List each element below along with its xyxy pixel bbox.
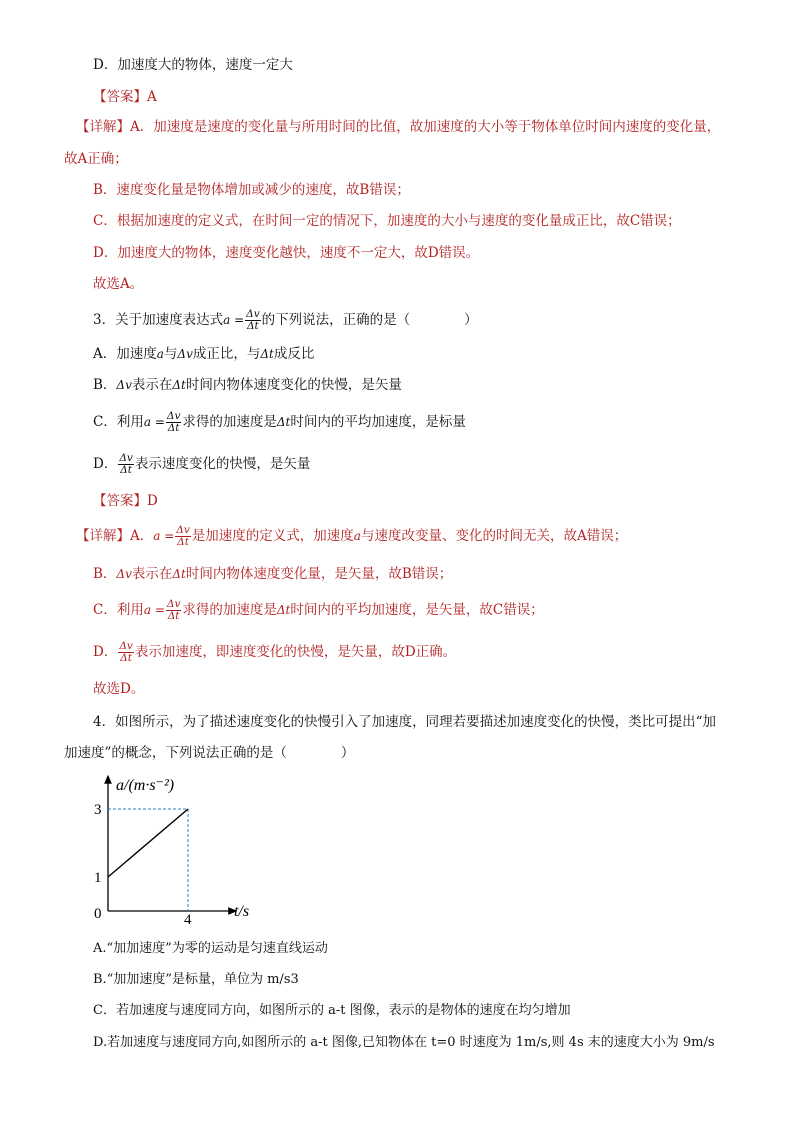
x-tick-label-4: 4 xyxy=(184,912,192,928)
acceleration-time-graph xyxy=(86,768,266,928)
sym-dv: Δv xyxy=(116,567,132,581)
frac-den: Δt xyxy=(167,422,180,434)
y-axis-label: a/(m·s⁻²) xyxy=(116,777,175,794)
q2-choose: 故选A。 xyxy=(93,276,144,292)
q4-stem-line2: 加速度”的概念，下列说法正确的是（ ） xyxy=(64,745,355,761)
sym-dt: Δt xyxy=(276,603,291,617)
sym-dt: Δt xyxy=(172,378,186,392)
q3-d-post: 表示速度变化的快慢，是矢量 xyxy=(134,456,311,472)
origin-label: 0 xyxy=(94,906,102,922)
series-line xyxy=(108,809,188,877)
dv-over-dt xyxy=(166,411,182,434)
frac-num: Δv xyxy=(119,452,133,464)
q3-c-post: 时间内的平均加速度，是标量 xyxy=(290,414,466,430)
sym-a: a xyxy=(353,529,361,543)
sym-dt: Δt xyxy=(276,415,291,429)
dv-over-dt xyxy=(166,599,182,622)
sym-dt: Δt xyxy=(260,347,274,361)
q3-d-pre: D． xyxy=(93,456,118,472)
frac-num: Δv xyxy=(176,524,190,536)
q3-a-pre: A．加速度 xyxy=(93,346,157,362)
q3-exp-d-post: 表示加速度，即速度变化的快慢，是矢量，故D正确。 xyxy=(134,644,457,660)
q3-exp-c-post: 时间内的平均加速度，是矢量，故C错误； xyxy=(290,602,544,618)
q3-a-mid2: 成正比，与 xyxy=(192,346,261,362)
q4-stem-line1: 4．如图所示，为了描述速度变化的快慢引入了加速度，同理若要描述加速度变化的快慢，类比可提出“加 xyxy=(93,714,716,730)
q3-stem-pre: 3．关于加速度表达式 xyxy=(93,312,224,328)
q3-option-c xyxy=(93,408,466,436)
q3-stem-post: 的下列说法，正确的是（ ） xyxy=(261,312,478,328)
q3-exp-d-pre: D． xyxy=(93,644,118,660)
q4-option-a: A.“加加速度”为零的运动是匀速直线运动 xyxy=(93,941,328,956)
q2-explain-a: 【详解】A．加速度是速度的变化量与所用时间的比值，故加速度的大小等于物体单位时间内速度的变化量， xyxy=(76,119,721,135)
sym-dt: Δt xyxy=(172,567,186,581)
frac-num: Δv xyxy=(166,410,181,422)
q3-explain-a xyxy=(76,522,627,550)
q2-explain-d: D．加速度大的物体，速度变化越快，速度不一定大，故D错误。 xyxy=(93,245,480,261)
q3-explain-d xyxy=(93,638,456,666)
frac-den: Δt xyxy=(177,536,189,548)
frac-den: Δt xyxy=(120,652,132,664)
q3-explain-c xyxy=(93,596,544,624)
frac-num: Δv xyxy=(246,308,260,320)
a-equals: a = xyxy=(153,529,175,543)
q3-a-mid: 与 xyxy=(163,346,178,362)
q3-choose: 故选D。 xyxy=(93,681,145,697)
dv-over-dt xyxy=(118,641,134,664)
q3-stem xyxy=(93,306,478,334)
q3-b-mid: 表示在 xyxy=(131,377,173,393)
x-axis-label: t/s xyxy=(234,903,250,920)
q3-exp-a-mid: 是加速度的定义式，加速度 xyxy=(191,528,354,544)
a-equals: a = xyxy=(223,313,245,327)
q3-explain-b xyxy=(93,565,452,583)
dv-over-dt xyxy=(118,453,134,476)
sym-dv: Δv xyxy=(177,347,193,361)
frac-num: Δv xyxy=(119,640,133,652)
q4-option-c: C．若加速度与速度同方向，如图所示的 a-t 图像，表示的是物体的速度在均匀增加 xyxy=(93,1003,571,1018)
q2-explain-a-cont: 故A正确； xyxy=(64,151,128,167)
a-equals: a = xyxy=(143,603,165,617)
q2-answer: 【答案】A xyxy=(93,89,157,105)
sym-dv: Δv xyxy=(116,378,132,392)
q3-b-pre: B． xyxy=(93,377,117,393)
q4-option-d: D.若加速度与速度同方向,如图所示的 a-t 图像,已知物体在 t=0 时速度为 1m/s,则 4s 末的速度大小为 9m/s xyxy=(93,1035,715,1050)
q3-c-pre: C．利用 xyxy=(93,414,144,430)
q3-option-b xyxy=(93,376,402,394)
frac-num: Δv xyxy=(166,598,181,610)
q3-exp-b-post: 时间内物体速度变化量，是矢量，故B错误； xyxy=(185,566,453,582)
a-equals: a = xyxy=(143,415,165,429)
q3-exp-a-pre: 【详解】A． xyxy=(76,528,154,544)
q3-exp-a-post: 与速度改变量、变化的时间无关，故A错误； xyxy=(360,528,628,544)
frac-den: Δt xyxy=(167,610,180,622)
q2-explain-b: B．速度变化量是物体增加或减少的速度，故B错误； xyxy=(93,182,410,198)
q3-exp-c-pre: C．利用 xyxy=(93,602,144,618)
dv-over-dt xyxy=(175,525,191,548)
q3-option-d xyxy=(93,450,310,478)
q2-explain-c: C．根据加速度的定义式，在时间一定的情况下，加速度的大小与速度的变化量成正比，故C错误； xyxy=(93,213,681,229)
q4-option-b: B.“加加速度”是标量，单位为 m/s3 xyxy=(93,972,299,987)
q3-exp-c-mid: 求得的加速度是 xyxy=(182,602,277,618)
q3-b-post: 时间内物体速度变化的快慢，是矢量 xyxy=(185,377,402,393)
q3-exp-b-pre: B． xyxy=(93,566,117,582)
y-tick-label-3: 3 xyxy=(94,802,102,818)
q3-option-a xyxy=(93,345,314,363)
frac-den: Δt xyxy=(246,320,259,332)
y-tick-label-1: 1 xyxy=(94,870,102,886)
q3-exp-b-mid: 表示在 xyxy=(131,566,173,582)
dv-over-dt xyxy=(245,309,261,332)
frac-den: Δt xyxy=(120,464,132,476)
sym-a: a xyxy=(156,347,164,361)
q2-option-d: D．加速度大的物体，速度一定大 xyxy=(93,57,293,73)
q3-answer: 【答案】D xyxy=(93,493,158,509)
q3-c-mid: 求得的加速度是 xyxy=(182,414,277,430)
q3-a-post: 成反比 xyxy=(273,346,315,362)
